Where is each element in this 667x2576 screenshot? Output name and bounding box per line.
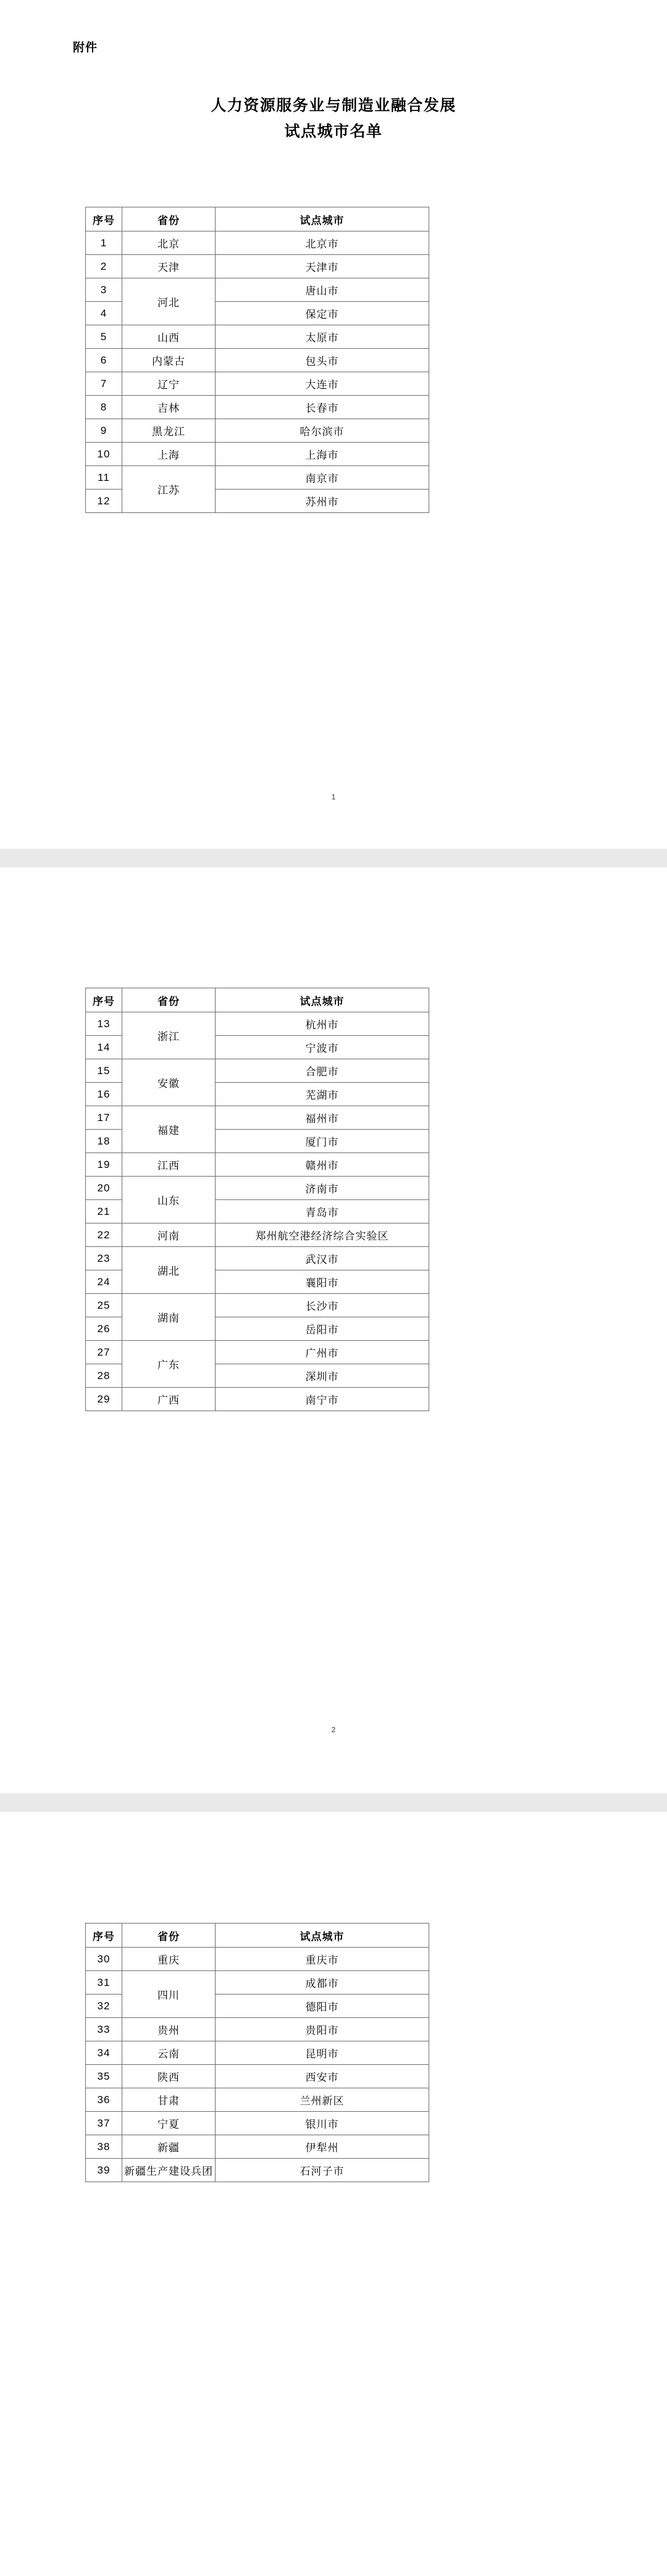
table-row [86, 2112, 429, 2135]
cell-province: 福建 [122, 1106, 216, 1153]
cell-city: 昆明市 [216, 2041, 429, 2065]
cell-no: 33 [86, 2018, 122, 2041]
city-list-table-page-3 [85, 1923, 429, 2182]
cell-no: 3 [86, 278, 122, 302]
cell-no: 27 [86, 1341, 122, 1364]
table-row [86, 1341, 429, 1364]
column-header-no: 序号 [86, 207, 122, 231]
cell-no: 20 [86, 1177, 122, 1200]
table-row [86, 2065, 429, 2088]
document-page-1 [0, 0, 667, 849]
cell-city: 济南市 [216, 1177, 429, 1200]
table-row [86, 1153, 429, 1177]
table-row [86, 325, 429, 349]
column-header-province: 省份 [122, 988, 216, 1012]
cell-no: 31 [86, 1971, 122, 1995]
cell-city: 苏州市 [216, 490, 429, 513]
column-header-city: 试点城市 [216, 207, 429, 231]
cell-no: 23 [86, 1247, 122, 1270]
cell-city: 天津市 [216, 255, 429, 278]
cell-city: 唐山市 [216, 278, 429, 302]
table-row [86, 1012, 429, 1036]
cell-no: 36 [86, 2088, 122, 2112]
cell-no: 21 [86, 1200, 122, 1223]
cell-no: 34 [86, 2041, 122, 2065]
cell-no: 9 [86, 419, 122, 443]
cell-city: 西安市 [216, 2065, 429, 2088]
cell-city: 贵阳市 [216, 2018, 429, 2041]
cell-no: 22 [86, 1223, 122, 1247]
cell-city: 太原市 [216, 325, 429, 349]
city-list-table-page-2 [85, 988, 429, 1411]
cell-province: 河南 [122, 1223, 216, 1247]
table-header-row [86, 1924, 429, 1948]
table-body-page-2 [86, 1012, 429, 1411]
cell-city: 长沙市 [216, 1294, 429, 1317]
cell-province: 山西 [122, 325, 216, 349]
table-header-row [86, 207, 429, 231]
cell-no: 8 [86, 396, 122, 419]
column-header-city: 试点城市 [216, 1924, 429, 1948]
cell-province: 新疆 [122, 2135, 216, 2159]
cell-no: 17 [86, 1106, 122, 1130]
cell-city: 厦门市 [216, 1130, 429, 1153]
page-title-line-1: 人力资源服务业与制造业融合发展 [211, 97, 456, 114]
table-wrapper-page-2 [85, 988, 429, 1411]
cell-province: 广西 [122, 1388, 216, 1411]
table-row [86, 396, 429, 419]
cell-province: 广东 [122, 1341, 216, 1388]
cell-no: 19 [86, 1153, 122, 1177]
cell-city: 哈尔滨市 [216, 419, 429, 443]
table-wrapper-page-3 [85, 1923, 429, 2182]
cell-province: 湖南 [122, 1294, 216, 1341]
cell-province: 宁夏 [122, 2112, 216, 2135]
document-page-2 [0, 867, 667, 1793]
column-header-province: 省份 [122, 1924, 216, 1948]
cell-province: 上海 [122, 443, 216, 466]
table-row [86, 1247, 429, 1270]
cell-no: 6 [86, 349, 122, 372]
cell-no: 10 [86, 443, 122, 466]
table-row [86, 349, 429, 372]
table-row [86, 1294, 429, 1317]
table-row [86, 1177, 429, 1200]
cell-province: 北京 [122, 231, 216, 255]
cell-no: 25 [86, 1294, 122, 1317]
cell-no: 30 [86, 1948, 122, 1971]
cell-province: 吉林 [122, 396, 216, 419]
table-row [86, 1971, 429, 1995]
cell-province: 贵州 [122, 2018, 216, 2041]
cell-no: 1 [86, 231, 122, 255]
cell-province: 云南 [122, 2041, 216, 2065]
cell-province: 安徽 [122, 1059, 216, 1106]
cell-city: 合肥市 [216, 1059, 429, 1083]
table-row [86, 2135, 429, 2159]
table-row [86, 443, 429, 466]
cell-city: 芜湖市 [216, 1083, 429, 1106]
cell-city: 保定市 [216, 302, 429, 325]
table-wrapper-page-1 [85, 207, 429, 513]
table-body-page-1 [86, 231, 429, 513]
cell-city: 包头市 [216, 349, 429, 372]
cell-province: 湖北 [122, 1247, 216, 1294]
cell-city: 上海市 [216, 443, 429, 466]
cell-no: 26 [86, 1317, 122, 1341]
table-row [86, 2159, 429, 2182]
cell-no: 24 [86, 1270, 122, 1294]
city-list-table-page-1 [85, 207, 429, 513]
cell-no: 39 [86, 2159, 122, 2182]
cell-no: 7 [86, 372, 122, 396]
cell-city: 福州市 [216, 1106, 429, 1130]
cell-city: 岳阳市 [216, 1317, 429, 1341]
page-number-1: 1 [331, 793, 336, 801]
cell-province: 江苏 [122, 466, 216, 513]
cell-city: 长春市 [216, 396, 429, 419]
attachment-label: 附件 [73, 41, 98, 54]
cell-city: 宁波市 [216, 1036, 429, 1059]
table-row [86, 231, 429, 255]
cell-city: 青岛市 [216, 1200, 429, 1223]
cell-city: 南京市 [216, 466, 429, 490]
cell-city: 杭州市 [216, 1012, 429, 1036]
cell-no: 35 [86, 2065, 122, 2088]
cell-city: 郑州航空港经济综合实验区 [216, 1223, 429, 1247]
column-header-no: 序号 [86, 988, 122, 1012]
cell-city: 广州市 [216, 1341, 429, 1364]
table-row [86, 278, 429, 302]
cell-no: 28 [86, 1364, 122, 1388]
cell-city: 兰州新区 [216, 2088, 429, 2112]
cell-province: 河北 [122, 278, 216, 325]
cell-city: 武汉市 [216, 1247, 429, 1270]
cell-province: 陕西 [122, 2065, 216, 2088]
table-body-page-3 [86, 1948, 429, 2182]
cell-city: 德阳市 [216, 1995, 429, 2018]
cell-city: 成都市 [216, 1971, 429, 1995]
cell-province: 内蒙古 [122, 349, 216, 372]
cell-no: 12 [86, 490, 122, 513]
cell-no: 14 [86, 1036, 122, 1059]
column-header-province: 省份 [122, 207, 216, 231]
cell-no: 2 [86, 255, 122, 278]
column-header-no: 序号 [86, 1924, 122, 1948]
cell-province: 浙江 [122, 1012, 216, 1059]
cell-city: 南宁市 [216, 1388, 429, 1411]
cell-city: 赣州市 [216, 1153, 429, 1177]
cell-city: 深圳市 [216, 1364, 429, 1388]
cell-province: 天津 [122, 255, 216, 278]
cell-no: 5 [86, 325, 122, 349]
table-row [86, 1388, 429, 1411]
table-row [86, 1223, 429, 1247]
cell-city: 银川市 [216, 2112, 429, 2135]
cell-city: 重庆市 [216, 1948, 429, 1971]
table-row [86, 372, 429, 396]
table-row [86, 2041, 429, 2065]
table-row [86, 1059, 429, 1083]
cell-city: 大连市 [216, 372, 429, 396]
cell-province: 甘肃 [122, 2088, 216, 2112]
cell-province: 四川 [122, 1971, 216, 2018]
cell-province: 新疆生产建设兵团 [122, 2159, 216, 2182]
document-title [0, 93, 667, 144]
table-row [86, 419, 429, 443]
table-row [86, 1106, 429, 1130]
cell-no: 38 [86, 2135, 122, 2159]
column-header-city: 试点城市 [216, 988, 429, 1012]
cell-no: 18 [86, 1130, 122, 1153]
cell-no: 15 [86, 1059, 122, 1083]
cell-city: 石河子市 [216, 2159, 429, 2182]
cell-no: 11 [86, 466, 122, 490]
cell-city: 北京市 [216, 231, 429, 255]
page-title-line-2: 试点城市名单 [284, 123, 383, 140]
cell-no: 13 [86, 1012, 122, 1036]
cell-province: 辽宁 [122, 372, 216, 396]
table-row [86, 466, 429, 490]
document-page-3 [0, 1812, 667, 2576]
table-row [86, 2018, 429, 2041]
cell-no: 32 [86, 1995, 122, 2018]
table-row [86, 2088, 429, 2112]
table-header-row [86, 988, 429, 1012]
cell-no: 4 [86, 302, 122, 325]
cell-no: 37 [86, 2112, 122, 2135]
cell-no: 29 [86, 1388, 122, 1411]
cell-city: 襄阳市 [216, 1270, 429, 1294]
cell-no: 16 [86, 1083, 122, 1106]
cell-city: 伊犁州 [216, 2135, 429, 2159]
table-row [86, 1948, 429, 1971]
cell-province: 黑龙江 [122, 419, 216, 443]
table-row [86, 255, 429, 278]
cell-province: 山东 [122, 1177, 216, 1223]
page-number-2: 2 [331, 1725, 336, 1734]
cell-province: 江西 [122, 1153, 216, 1177]
cell-province: 重庆 [122, 1948, 216, 1971]
